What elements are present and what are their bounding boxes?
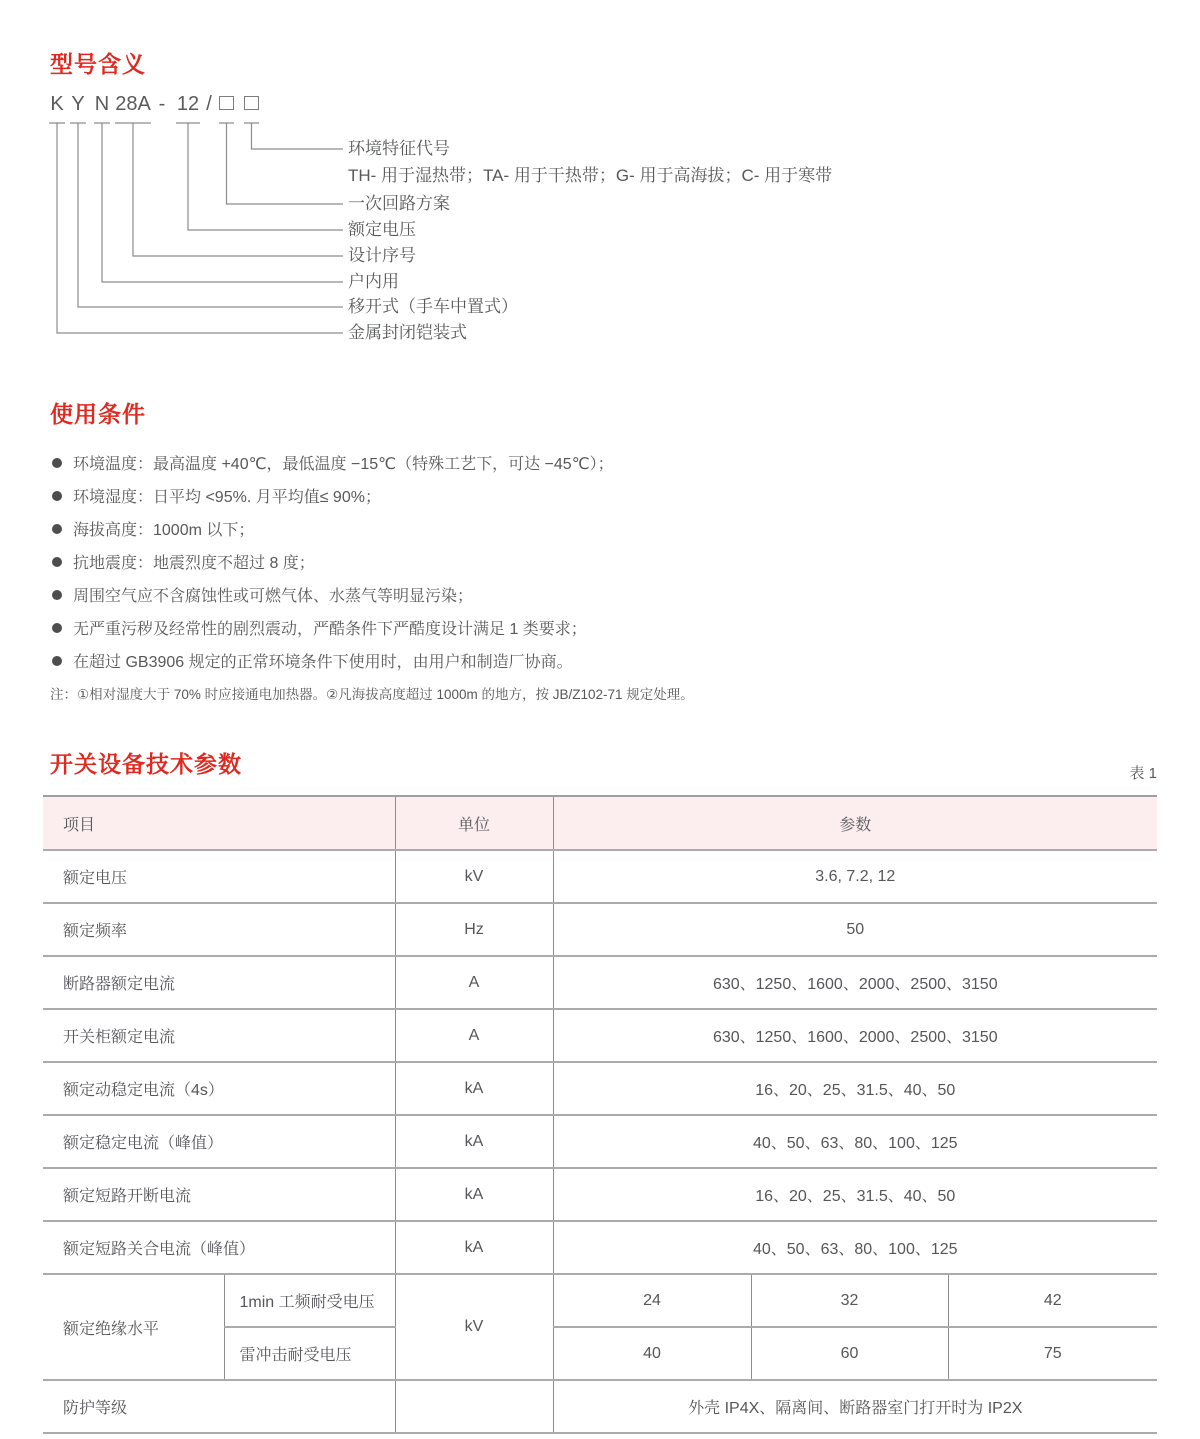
bullet-icon xyxy=(52,656,62,666)
condition-item xyxy=(52,479,1162,512)
bullet-icon xyxy=(52,557,62,567)
bullet-icon xyxy=(52,590,62,600)
conditions-note: 注：①相对湿度大于 70% 时应接通电加热器。②凡海拔高度超过 1000m 的地方，按 JB/Z102-71 规定处理。 xyxy=(50,687,694,702)
code-character: / xyxy=(206,93,212,115)
condition-item xyxy=(52,611,1162,644)
param-value-cell: 50 xyxy=(553,903,1157,956)
code-character: - xyxy=(158,93,166,115)
model-code-label: TH- 用于湿热带；TA- 用于干热带；G- 用于高海拔；C- 用于寒带 xyxy=(348,166,833,185)
condition-item xyxy=(52,512,1162,545)
model-code-label: 户内用 xyxy=(348,272,399,291)
param-item-cell: 额定绝缘水平 xyxy=(63,1320,160,1338)
param-unit-cell: A xyxy=(395,956,553,1009)
condition-item xyxy=(52,545,1162,578)
condition-item xyxy=(52,578,1162,611)
condition-text: 周围空气应不含腐蚀性或可燃气体、水蒸气等明显污染； xyxy=(73,588,474,605)
code-character: 28A xyxy=(115,93,151,115)
insulation-value-cell: 24 xyxy=(553,1274,751,1327)
section-title-parameters: 开关设备技术参数 xyxy=(50,751,242,777)
param-item-cell: 防护等级 xyxy=(63,1400,128,1417)
param-unit-cell: kA xyxy=(395,1221,553,1274)
param-row xyxy=(43,903,1157,956)
param-item-cell: 额定稳定电流（峰值） xyxy=(63,1135,224,1152)
param-value-cell: 3.6, 7.2, 12 xyxy=(553,850,1157,903)
condition-text: 海拔高度：1000m 以下； xyxy=(73,522,255,539)
condition-text: 环境温度：最高温度 +40℃，最低温度 −15℃（特殊工艺下，可达 −45℃）； xyxy=(73,456,614,473)
bullet-icon xyxy=(52,491,62,501)
condition-text: 在超过 GB3906 规定的正常环境条件下使用时，由用户和制造厂协商。 xyxy=(73,654,573,671)
param-item-cell: 额定短路开断电流 xyxy=(63,1188,192,1205)
condition-item xyxy=(52,644,1162,677)
header-params: 参数 xyxy=(553,796,1157,850)
param-unit-cell: kA xyxy=(395,1115,553,1168)
model-code-label: 设计序号 xyxy=(348,246,416,265)
bullet-icon xyxy=(52,458,62,468)
param-value-cell: 40、50、63、80、100、125 xyxy=(553,1115,1157,1168)
header-unit: 单位 xyxy=(395,796,553,850)
conditions-list xyxy=(52,446,1162,677)
param-value-cell: 630、1250、1600、2000、2500、3150 xyxy=(553,956,1157,1009)
param-item-cell: 开关柜额定电流 xyxy=(63,1029,176,1046)
diagram-connector-lines xyxy=(45,92,1155,352)
bullet-icon xyxy=(52,623,62,633)
param-row xyxy=(43,850,1157,903)
model-code-label: 额定电压 xyxy=(348,220,416,239)
insulation-value-cell: 42 xyxy=(948,1274,1157,1327)
param-row xyxy=(43,1062,1157,1115)
table-caption: 表 1 xyxy=(1129,765,1157,782)
model-code-label: 金属封闭铠装式 xyxy=(348,323,467,342)
param-unit-cell xyxy=(395,1380,553,1433)
condition-item xyxy=(52,446,1162,479)
model-code-label: 一次回路方案 xyxy=(348,194,450,213)
insulation-row xyxy=(43,1274,1157,1327)
param-value-cell: 外壳 IP4X、隔离间、断路器室门打开时为 IP2X xyxy=(553,1380,1157,1433)
condition-text: 无严重污秽及经常性的剧烈震动，严酷条件下严酷度设计满足 1 类要求； xyxy=(73,621,587,638)
section-title-model-meaning: 型号含义 xyxy=(50,51,146,77)
param-item-cell: 额定短路关合电流（峰值） xyxy=(63,1241,256,1258)
header-item: 项目 xyxy=(43,796,395,850)
param-unit-cell: Hz xyxy=(395,903,553,956)
param-row xyxy=(43,1009,1157,1062)
insulation-value-cell: 40 xyxy=(553,1327,751,1380)
insulation-value-cell: 32 xyxy=(751,1274,948,1327)
bullet-icon xyxy=(52,524,62,534)
param-unit-cell: kV xyxy=(395,1274,553,1380)
param-value-cell: 16、20、25、31.5、40、50 xyxy=(553,1168,1157,1221)
param-item-cell: 额定电压 xyxy=(63,870,128,887)
model-code-diagram xyxy=(45,92,1155,352)
code-character: N xyxy=(94,93,110,115)
insulation-sub-label: 1min 工频耐受电压 xyxy=(224,1274,395,1327)
condition-text: 环境湿度：日平均 <95%. 月平均值≤ 90%； xyxy=(73,489,381,506)
condition-text: 抗地震度：地震烈度不超过 8 度； xyxy=(73,555,315,572)
param-unit-cell: kA xyxy=(395,1168,553,1221)
protection-row xyxy=(43,1380,1157,1433)
param-row xyxy=(43,1115,1157,1168)
param-unit-cell: kA xyxy=(395,1062,553,1115)
param-value-cell: 16、20、25、31.5、40、50 xyxy=(553,1062,1157,1115)
table-header-row xyxy=(43,796,1157,850)
model-code-label: 环境特征代号 xyxy=(348,139,450,158)
model-code-label: 移开式（手车中置式） xyxy=(348,297,518,316)
param-item-cell: 额定动稳定电流（4s） xyxy=(63,1082,224,1099)
insulation-sub-label: 雷冲击耐受电压 xyxy=(224,1327,395,1380)
param-item-cell: 断路器额定电流 xyxy=(63,976,176,993)
param-row xyxy=(43,1221,1157,1274)
param-row xyxy=(43,956,1157,1009)
code-character: 12 xyxy=(176,93,200,115)
parameters-table xyxy=(43,795,1157,1434)
param-unit-cell: A xyxy=(395,1009,553,1062)
code-character: Y xyxy=(71,93,85,115)
param-value-cell: 630、1250、1600、2000、2500、3150 xyxy=(553,1009,1157,1062)
insulation-value-cell: 75 xyxy=(948,1327,1157,1380)
param-row xyxy=(43,1168,1157,1221)
insulation-value-cell: 60 xyxy=(751,1327,948,1380)
param-value-cell: 40、50、63、80、100、125 xyxy=(553,1221,1157,1274)
param-item-cell: 额定频率 xyxy=(63,923,128,940)
param-unit-cell: kV xyxy=(395,850,553,903)
code-character: K xyxy=(50,93,64,115)
section-title-conditions: 使用条件 xyxy=(50,401,146,427)
